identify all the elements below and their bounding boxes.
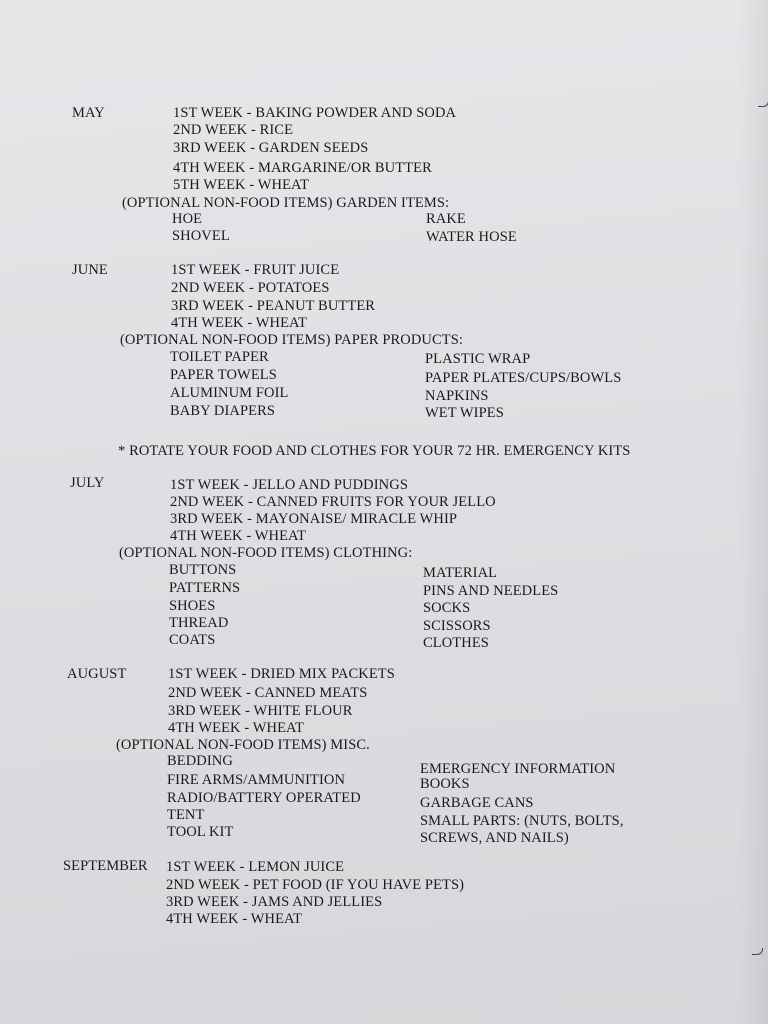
week-item: 5TH WEEK - WHEAT — [173, 177, 309, 193]
optional-item: BEDDING — [167, 753, 233, 769]
week-item: 3RD WEEK - WHITE FLOUR — [168, 703, 353, 719]
optional-item: RAKE — [426, 211, 466, 227]
optional-item: SHOVEL — [172, 228, 230, 244]
week-item: 1ST WEEK - FRUIT JUICE — [171, 262, 340, 278]
optional-item: EMERGENCY INFORMATION — [420, 761, 616, 777]
optional-item: RADIO/BATTERY OPERATED — [167, 790, 361, 806]
optional-item: BOOKS — [420, 776, 470, 792]
week-item: 2ND WEEK - POTATOES — [171, 280, 330, 296]
optional-item: PINS AND NEEDLES — [423, 583, 559, 599]
optional-item: TOOL KIT — [167, 824, 234, 840]
week-item: 4TH WEEK - MARGARINE/OR BUTTER — [173, 160, 432, 176]
week-item: 1ST WEEK - LEMON JUICE — [166, 859, 345, 875]
month-label: JULY — [70, 475, 105, 491]
optional-item: PLASTIC WRAP — [425, 351, 531, 367]
week-item: 1ST WEEK - DRIED MIX PACKETS — [168, 666, 395, 682]
month-label: SEPTEMBER — [63, 858, 148, 874]
month-label: JUNE — [72, 262, 108, 278]
optional-item: THREAD — [169, 615, 229, 631]
week-item: 2ND WEEK - CANNED MEATS — [168, 685, 368, 701]
optional-item: BUTTONS — [169, 562, 237, 578]
optional-item: SMALL PARTS: (NUTS, BOLTS, — [420, 813, 624, 829]
optional-item: TENT — [167, 807, 205, 823]
optional-item: MATERIAL — [423, 565, 498, 581]
week-item: 4TH WEEK - WHEAT — [170, 528, 306, 544]
optional-item: HOE — [172, 211, 203, 227]
optional-item: PATTERNS — [169, 580, 241, 596]
optional-heading: (OPTIONAL NON-FOOD ITEMS) CLOTHING: — [119, 545, 413, 561]
optional-item: NAPKINS — [425, 388, 489, 404]
week-item: 3RD WEEK - PEANUT BUTTER — [171, 298, 376, 314]
optional-item: TOILET PAPER — [170, 349, 269, 365]
optional-item: SOCKS — [423, 600, 471, 616]
week-item: 4TH WEEK - WHEAT — [166, 911, 302, 927]
week-item: 1ST WEEK - BAKING POWDER AND SODA — [173, 105, 457, 121]
optional-heading: (OPTIONAL NON-FOOD ITEMS) MISC. — [116, 737, 370, 753]
week-item: 3RD WEEK - JAMS AND JELLIES — [166, 894, 383, 910]
optional-item: PAPER PLATES/CUPS/BOWLS — [425, 370, 622, 386]
week-item: 4TH WEEK - WHEAT — [168, 720, 304, 736]
optional-item: SCISSORS — [423, 618, 491, 634]
optional-item: WET WIPES — [425, 405, 504, 421]
week-item: 3RD WEEK - GARDEN SEEDS — [173, 140, 369, 156]
optional-item: COATS — [169, 632, 216, 648]
optional-item: BABY DIAPERS — [170, 403, 276, 419]
optional-item: GARBAGE CANS — [420, 795, 534, 811]
optional-item: WATER HOSE — [426, 229, 517, 245]
week-item: 2ND WEEK - CANNED FRUITS FOR YOUR JELLO — [170, 494, 496, 510]
optional-item: ALUMINUM FOIL — [170, 385, 289, 401]
rotate-note: * ROTATE YOUR FOOD AND CLOTHES FOR YOUR 72 HR. EMERGENCY KITS — [118, 443, 631, 459]
optional-item: SHOES — [169, 598, 216, 614]
optional-heading: (OPTIONAL NON-FOOD ITEMS) PAPER PRODUCTS: — [120, 332, 464, 348]
optional-item: SCREWS, AND NAILS) — [420, 830, 569, 846]
week-item: 2ND WEEK - PET FOOD (IF YOU HAVE PETS) — [166, 877, 465, 893]
week-item: 3RD WEEK - MAYONAISE/ MIRACLE WHIP — [170, 511, 458, 527]
week-item: 4TH WEEK - WHEAT — [171, 315, 307, 331]
paper-edge-shadow — [738, 0, 768, 1024]
week-item: 1ST WEEK - JELLO AND PUDDINGS — [170, 477, 408, 493]
week-item: 2ND WEEK - RICE — [173, 122, 294, 138]
month-label: AUGUST — [67, 666, 127, 682]
month-label: MAY — [72, 105, 105, 121]
optional-item: FIRE ARMS/AMMUNITION — [167, 772, 346, 788]
optional-heading: (OPTIONAL NON-FOOD ITEMS) GARDEN ITEMS: — [122, 195, 450, 211]
optional-item: PAPER TOWELS — [170, 367, 277, 383]
optional-item: CLOTHES — [423, 635, 489, 651]
